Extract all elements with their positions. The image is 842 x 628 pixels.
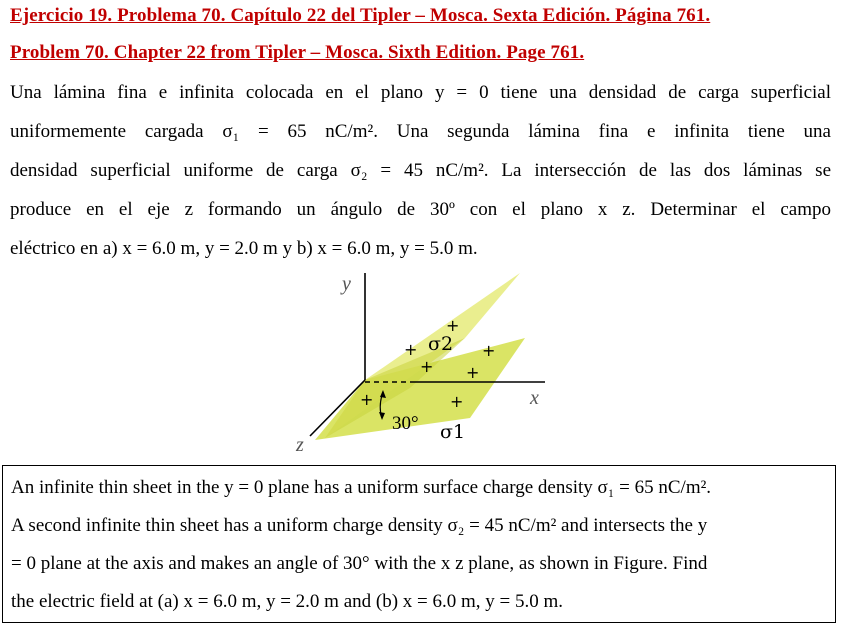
plus-sign: + [360,390,374,409]
sigma2-label: σ2 [428,333,454,355]
problem-statement-spanish [10,73,831,268]
plus-sign: + [466,363,480,382]
es-line-2: uniformemente cargada σ₁ = 65 nC/m². Una segunda lámina fina e infinita tiene una [10,121,831,142]
es-line-3: densidad superficial uniforme de carga σ₂ = 45 nC/m². La intersección de las dos láminas se [10,160,831,181]
y-axis-label: y [342,273,351,295]
en-line-2: A second infinite thin sheet has a uniform charge density σ₂ = 45 nC/m² and intersects the y [11,515,708,536]
sigma1-label: σ1 [440,421,466,443]
es-line-1: Una lámina fina e infinita colocada en el plano y = 0 tiene una densidad de carga superficial [10,82,831,103]
plus-sign: + [446,316,460,335]
x-axis-label: x [530,387,539,409]
plus-sign: + [420,357,434,376]
title-english: Problem 70. Chapter 22 from Tipler – Mosca. Sixth Edition. Page 761. [10,42,585,63]
z-axis-label: z [296,434,304,456]
english-statement-box [2,465,836,623]
es-line-4: produce en el eje z formando un ángulo de 30º con el plano x z. Determinar el campo [10,199,831,220]
es-line-5: eléctrico en a) x = 6.0 m, y = 2.0 m y b) x = 6.0 m, y = 5.0 m. [10,238,478,259]
plus-sign: + [450,392,464,411]
en-line-3: = 0 plane at the axis and makes an angle of 30° with the x z plane, as shown in Figure. Find [11,553,708,574]
plus-sign: + [404,340,418,359]
problem-statement-english [11,469,829,621]
plus-sign: + [482,341,496,360]
en-line-1: An infinite thin sheet in the y = 0 plane has a uniform surface charge density σ₁ = 65 nC/m². [11,477,712,498]
en-line-4: the electric field at (a) x = 6.0 m, y = 2.0 m and (b) x = 6.0 m, y = 5.0 m. [11,591,564,612]
charged-sheets-figure [290,268,560,458]
title-spanish: Ejercicio 19. Problema 70. Capítulo 22 del Tipler – Mosca. Sexta Edición. Página 761. [10,5,711,26]
angle-label: 30° [392,413,419,434]
